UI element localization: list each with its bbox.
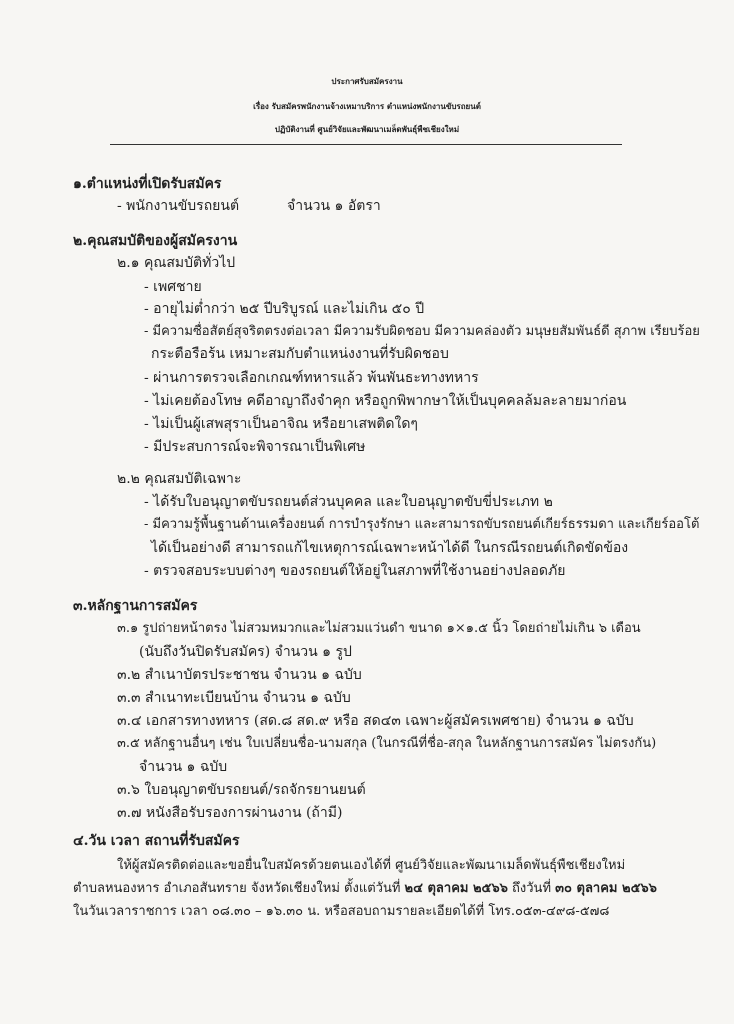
- section2-title: ๒.คุณสมบัติของผู้สมัครงาน: [73, 233, 238, 249]
- text-run: ถึงวันที่: [507, 881, 556, 896]
- list-item: ๓.๖ ใบอนุญาตขับรถยนต์/รถจักรยานยนต์: [117, 782, 366, 798]
- list-item: ๓.๗ หนังสือรับรองการผ่านงาน (ถ้ามี): [117, 805, 343, 821]
- start-date: ๒๔ ตุลาคม ๒๕๖๖: [404, 881, 508, 896]
- list-item: - เพศชาย: [144, 279, 202, 295]
- section4-title: ๔.วัน เวลา สถานที่รับสมัคร: [73, 833, 240, 849]
- list-item-continuation: ได้เป็นอย่างดี สามารถแก้ไขเหตุการณ์เฉพาะหน้าได้ดี ในกรณีรถยนต์เกิดขัดข้อง: [151, 540, 629, 556]
- header-location: ปฏิบัติงานที่ ศูนย์วิจัยและพัฒนาเมล็ดพันธุ์พืชเชียงใหม่: [274, 124, 460, 134]
- general-qualifications-title: ๒.๑ คุณสมบัติทั่วไป: [117, 255, 236, 271]
- list-item: - ได้รับใบอนุญาตขับรถยนต์ส่วนบุคคล และใบอนุญาตขับขี่ประเภท ๒: [144, 494, 553, 510]
- section3-title: ๓.หลักฐานการสมัคร: [73, 598, 198, 614]
- list-item: - ตรวจสอบระบบต่างๆ ของรถยนต์ให้อยู่ในสภาพที่ใช้งานอย่างปลอดภัย: [144, 563, 566, 579]
- list-item-continuation: จำนวน ๑ ฉบับ: [139, 759, 228, 775]
- list-item: ๓.๔ เอกสารทางทหาร (สด.๘ สด.๙ หรือ สด๔๓ เฉพาะผู้สมัครเพศชาย) จำนวน ๑ ฉบับ: [117, 713, 634, 729]
- list-item: - อายุไม่ต่ำกว่า ๒๕ ปีบริบูรณ์ และไม่เกิน ๕๐ ปี: [144, 301, 425, 317]
- list-item: - ผ่านการตรวจเลือกเกณฑ์ทหารแล้ว พ้นพันธะทางทหาร: [144, 370, 479, 386]
- paragraph-line: [73, 880, 657, 898]
- paragraph-line: ในวันเวลาราชการ เวลา ๐๘.๓๐ – ๑๖.๓๐ น. หรือสอบถามรายละเอียดได้ที่ โทร.๐๕๓-๔๙๘-๕๗๘: [73, 904, 610, 919]
- list-item: ๓.๓ สำเนาทะเบียนบ้าน จำนวน ๑ ฉบับ: [117, 690, 351, 706]
- specific-qualifications-title: ๒.๒ คุณสมบัติเฉพาะ: [117, 471, 242, 487]
- list-item: - มีประสบการณ์จะพิจารณาเป็นพิเศษ: [144, 439, 366, 455]
- list-item: - มีความซื่อสัตย์สุจริตตรงต่อเวลา มีความรับผิดชอบ มีความคล่องตัว มนุษยสัมพันธ์ดี สุภาพ เรียบร้อย: [144, 324, 700, 339]
- list-item: - มีความรู้พื้นฐานด้านเครื่องยนต์ การบำรุงรักษา และสามารถขับรถยนต์เกียร์ธรรมดา และเกียร์ออโต้: [144, 517, 700, 532]
- list-item: ๓.๑ รูปถ่ายหน้าตรง ไม่สวมหมวกและไม่สวมแว่นดำ ขนาด ๑×๑.๕ นิ้ว โดยถ่ายไม่เกิน ๖ เดือน: [117, 621, 641, 636]
- header-subject: เรื่อง รับสมัครพนักงานจ้างเหมาบริการ ตำแหน่งพนักงานขับรถยนต์: [253, 101, 481, 111]
- list-item: ๓.๕ หลักฐานอื่นๆ เช่น ใบเปลี่ยนชื่อ-นามสกุล (ในกรณีที่ชื่อ-สกุล ในหลักฐานการสมัคร ไม่ตรงกัน): [117, 736, 657, 751]
- list-item: - ไม่เคยต้องโทษ คดีอาญาถึงจำคุก หรือถูกพิพากษาให้เป็นบุคคลล้มละลายมาก่อน: [144, 393, 627, 409]
- header-title: ประกาศรับสมัครงาน: [331, 76, 403, 86]
- section1-title: ๑.ตำแหน่งที่เปิดรับสมัคร: [73, 176, 222, 192]
- text-run: ตำบลหนองหาร อำเภอสันทราย จังหวัดเชียงใหม่ ตั้งแต่วันที่: [73, 881, 405, 896]
- list-item: ๓.๒ สำเนาบัตรประชาชน จำนวน ๑ ฉบับ: [117, 667, 362, 683]
- list-item-continuation: (นับถึงวันปิดรับสมัคร) จำนวน ๑ รูป: [139, 644, 352, 660]
- position-item: - พนักงานขับรถยนต์: [117, 198, 240, 214]
- position-quantity: จำนวน ๑ อัตรา: [287, 198, 381, 214]
- paragraph-line: ให้ผู้สมัครติดต่อและขอยื่นใบสมัครด้วยตนเองได้ที่ ศูนย์วิจัยและพัฒนาเมล็ดพันธุ์พืชเชียงใหม่: [117, 858, 626, 873]
- end-date: ๓๐ ตุลาคม ๒๕๖๖: [555, 881, 657, 896]
- list-item: - ไม่เป็นผู้เสพสุราเป็นอาจิณ หรือยาเสพติดใดๆ: [144, 416, 418, 432]
- list-item-continuation: กระตือรือร้น เหมาะสมกับตำแหน่งงานที่รับผิดชอบ: [151, 346, 449, 362]
- header-divider: [110, 144, 622, 145]
